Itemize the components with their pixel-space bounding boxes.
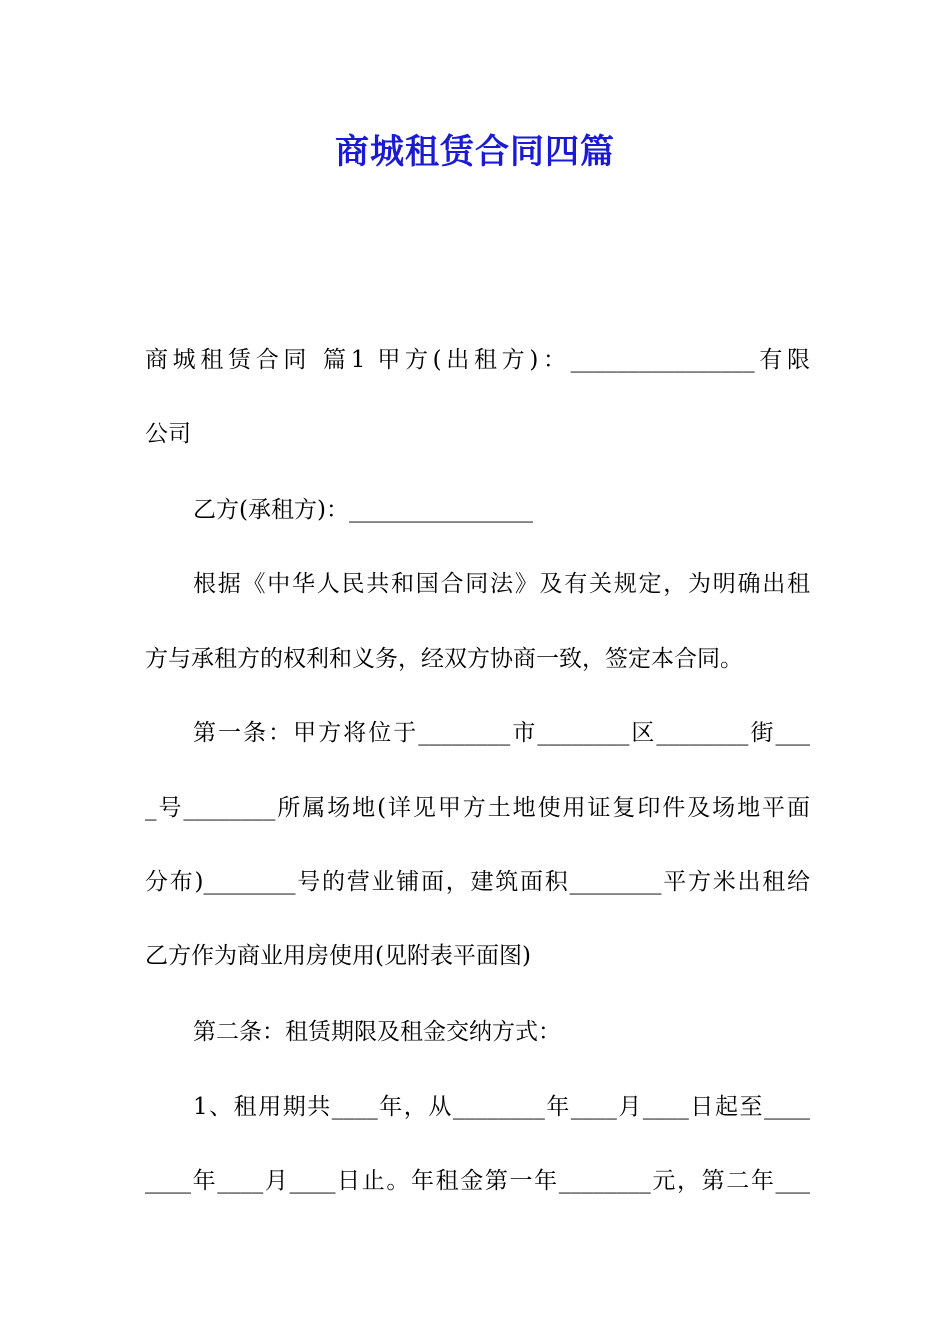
paragraph-line: 商城租赁合同 篇1 甲方(出租方)：________________有限	[145, 347, 810, 373]
paragraph-line: 第二条：租赁期限及租金交纳方式：	[193, 1019, 561, 1045]
paragraph-line: 乙方作为商业用房使用(见附表平面图)	[145, 943, 531, 969]
paragraph-line: 分布)________号的营业铺面，建筑面积________平方米出租给	[145, 869, 810, 895]
paragraph-line: 1、租用期共____年，从________年____月____日起至____	[193, 1094, 810, 1120]
document-title: 商城租赁合同四篇	[335, 132, 615, 172]
paragraph-line: 根据《中华人民共和国合同法》及有关规定，为明确出租	[193, 571, 810, 597]
paragraph-line: 公司	[145, 421, 191, 447]
paragraph-line: 乙方(承租方)：________________	[193, 497, 533, 523]
paragraph-line: 方与承租方的权利和义务，经双方协商一致，签定本合同。	[145, 646, 743, 672]
paragraph-line: 第一条：甲方将位于________市________区________街___	[193, 720, 810, 746]
paragraph-line: _号________所属场地(详见甲方土地使用证复印件及场地平面	[145, 795, 810, 821]
paragraph-line: ____年____月____日止。年租金第一年________元，第二年___	[145, 1168, 810, 1194]
